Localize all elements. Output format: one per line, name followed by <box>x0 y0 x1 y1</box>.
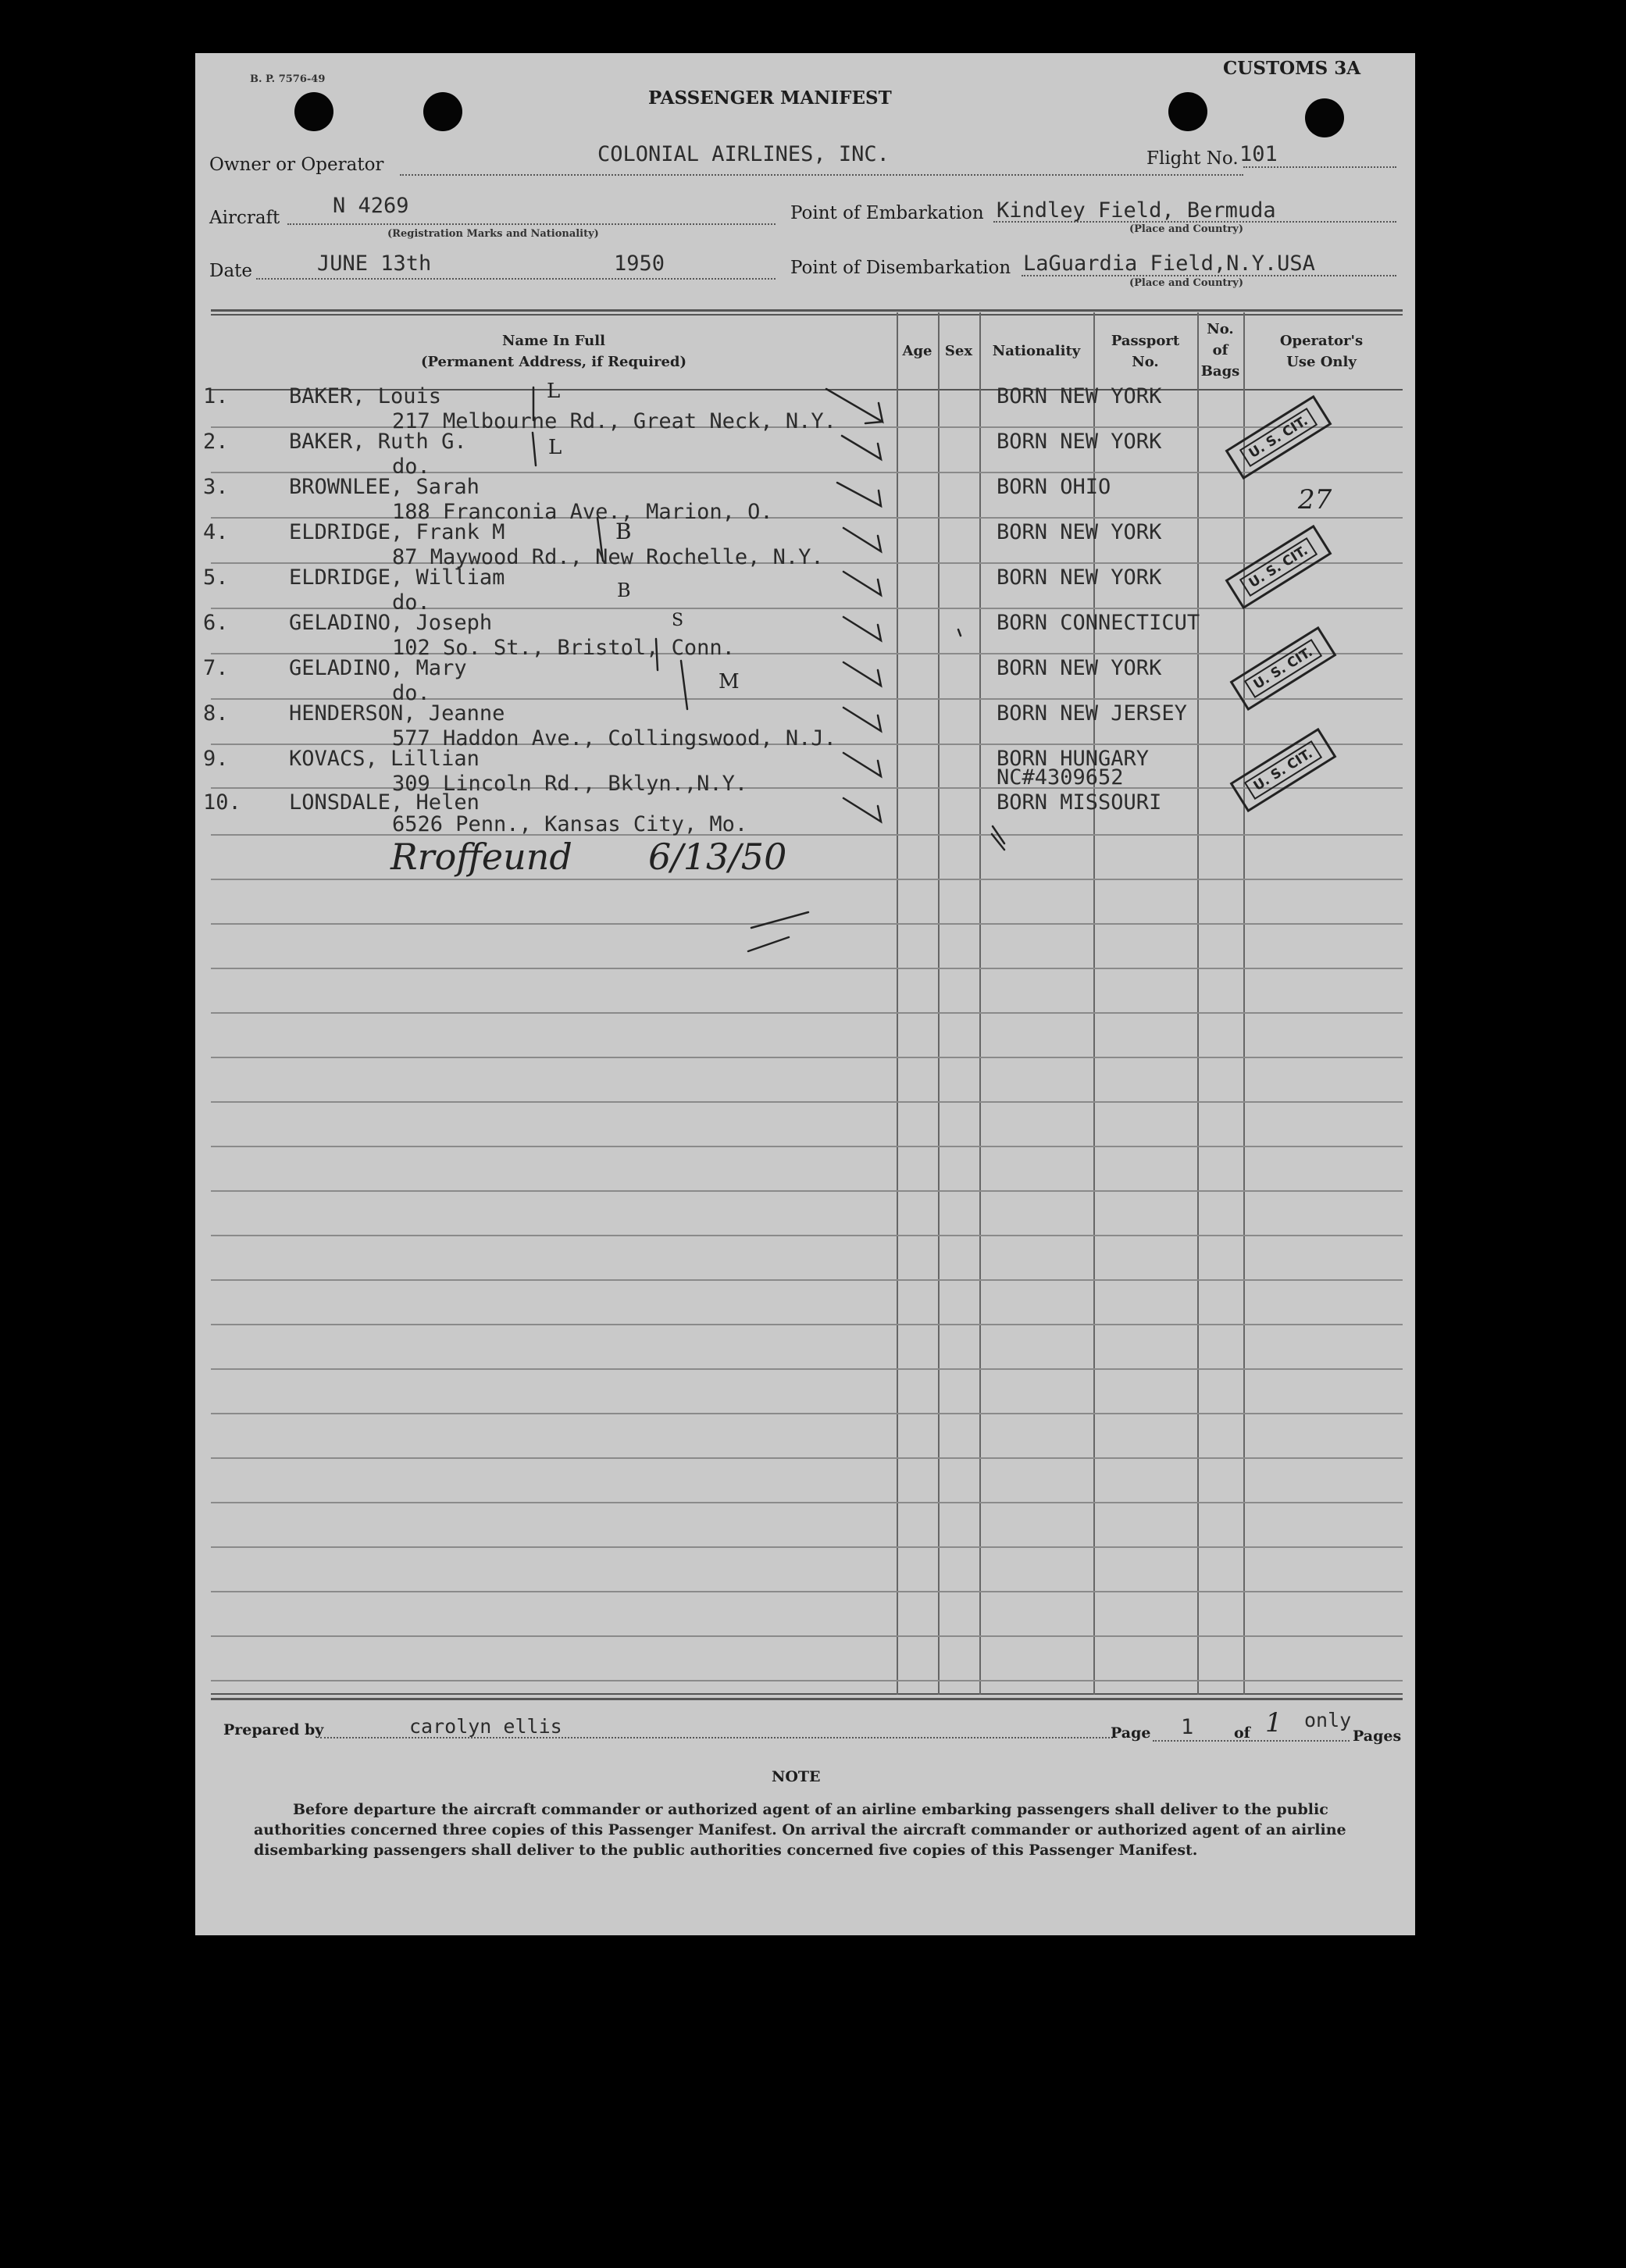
passenger-nationality: BORN NEW JERSEY <box>997 701 1187 726</box>
only-note: only <box>1304 1709 1352 1731</box>
passenger-nationality: BORN MISSOURI <box>997 790 1162 815</box>
passenger-number: 2. <box>203 430 229 454</box>
aircraft-label: Aircraft <box>209 208 280 228</box>
prepared-by-value: carolyn ellis <box>409 1715 562 1738</box>
handwritten-mark: B <box>615 519 632 544</box>
page-label: Page <box>1111 1724 1151 1742</box>
passenger-name: LONSDALE, Helen <box>289 790 480 815</box>
us-citizen-stamp: U. S. CIT. <box>1230 728 1337 812</box>
passenger-address: 102 So. St., Bristol, Conn. <box>392 636 735 660</box>
handwritten-mark: B <box>617 579 631 601</box>
passenger-number: 5. <box>203 565 229 590</box>
operator-column-header: Operator's <box>1279 333 1364 349</box>
form-code: B. P. 7576-49 <box>250 73 326 85</box>
passenger-address: 87 Maywood Rd., New Rochelle, N.Y. <box>392 545 824 569</box>
passenger-nationality: BORN NEW YORK <box>997 656 1162 680</box>
aircraft-sublabel: (Registration Marks and Nationality) <box>387 228 599 240</box>
bags-column-header-line3: Bags <box>1200 363 1240 380</box>
date-label: Date <box>209 261 253 281</box>
passenger-passport: NC#4309652 <box>997 765 1124 790</box>
passenger-address: do. <box>392 681 430 705</box>
us-citizen-stamp: U. S. CIT. <box>1230 626 1337 711</box>
note-title: NOTE <box>772 1768 821 1785</box>
aircraft-value: N 4269 <box>333 194 409 218</box>
passenger-number: 6. <box>203 611 229 635</box>
of-pages-value: 1 <box>1265 1707 1282 1738</box>
manifest-form <box>195 53 1415 1935</box>
pages-label: Pages <box>1353 1728 1402 1745</box>
passenger-number: 10. <box>203 790 241 815</box>
disembarkation-sublabel: (Place and Country) <box>1129 277 1243 289</box>
passenger-address: 6526 Penn., Kansas City, Mo. <box>392 812 748 836</box>
age-column-header: Age <box>902 343 932 359</box>
passenger-address: do. <box>392 455 430 479</box>
customs-form-number: CUSTOMS 3A <box>1223 58 1361 79</box>
note-text: Before departure the aircraft commander or authorized agent of an airline embarking passengers shall deliver to the public authorities concerned three copies of this Passenger Manifest. On arrival the aircraft commander or authorized agent of an airline disembarking passengers shall deliver to the public authorities concerned five copies of this Passenger Manifest. <box>254 1801 1346 1859</box>
flight-label: Flight No. <box>1146 148 1239 169</box>
passport-column-subheader: No. <box>1132 354 1159 370</box>
passenger-address: 309 Lincoln Rd., Bklyn.,N.Y. <box>392 772 748 796</box>
passenger-name: GELADINO, Mary <box>289 656 467 680</box>
passenger-address: do. <box>392 590 430 615</box>
passenger-address: 217 Melbourne Rd., Great Neck, N.Y. <box>392 409 836 433</box>
passenger-number: 3. <box>203 475 229 499</box>
us-citizen-stamp: U. S. CIT. <box>1225 525 1332 609</box>
passenger-address: 577 Haddon Ave., Collingswood, N.J. <box>392 726 836 751</box>
date-year-value: 1950 <box>614 251 665 276</box>
page-value: 1 <box>1181 1715 1194 1739</box>
handwritten-mark: M <box>719 670 740 694</box>
inspector-signature: Rroffeund <box>390 836 572 878</box>
name-column-header: Name In Full <box>502 333 605 349</box>
passport-column-header: Passport <box>1111 333 1180 349</box>
handwritten-mark: L <box>547 380 561 403</box>
flight-value: 101 <box>1239 142 1278 166</box>
bags-column-header-line2: of <box>1212 342 1228 358</box>
passenger-nationality: BORN CONNECTICUT <box>997 611 1200 635</box>
passenger-name: HENDERSON, Jeanne <box>289 701 505 726</box>
passenger-address: 188 Franconia Ave., Marion, O. <box>392 500 773 524</box>
passenger-number: 7. <box>203 656 229 680</box>
passenger-nationality: BORN OHIO <box>997 475 1111 499</box>
address-column-subheader: (Permanent Address, if Required) <box>420 354 687 370</box>
passenger-name: BAKER, Louis <box>289 384 442 408</box>
passenger-name: ELDRIDGE, Frank M <box>289 520 505 544</box>
passenger-nationality: BORN NEW YORK <box>997 430 1162 454</box>
date-day-value: JUNE 13th <box>317 251 432 276</box>
embarkation-label: Point of Embarkation <box>790 203 984 223</box>
sex-column-header: Sex <box>944 343 973 359</box>
passenger-nationality: BORN NEW YORK <box>997 565 1162 590</box>
passenger-name: BROWNLEE, Sarah <box>289 475 480 499</box>
disembarkation-value: LaGuardia Field,N.Y.USA <box>1023 251 1315 276</box>
embarkation-value: Kindley Field, Bermuda <box>997 198 1276 223</box>
prepared-by-label: Prepared by <box>223 1721 324 1738</box>
handwritten-mark: L <box>548 436 562 459</box>
handwritten-marks <box>195 53 1415 1935</box>
handwritten-mark: S <box>672 611 684 630</box>
operator-column-subheader: Use Only <box>1286 354 1357 370</box>
passenger-name: ELDRIDGE, William <box>289 565 505 590</box>
operator-number: 27 <box>1298 484 1332 515</box>
embarkation-sublabel: (Place and Country) <box>1129 223 1243 235</box>
nationality-column-header: Nationality <box>992 343 1081 359</box>
disembarkation-label: Point of Disembarkation <box>790 258 1011 278</box>
passenger-number: 8. <box>203 701 229 726</box>
passenger-number: 9. <box>203 747 229 771</box>
signature-date: 6/13/50 <box>648 836 787 878</box>
passenger-nationality: BORN NEW YORK <box>997 384 1162 408</box>
form-title: PASSENGER MANIFEST <box>648 87 892 109</box>
passenger-name: GELADINO, Joseph <box>289 611 493 635</box>
passenger-number: 1. <box>203 384 229 408</box>
us-citizen-stamp: U. S. CIT. <box>1225 395 1332 480</box>
passenger-nationality: BORN NEW YORK <box>997 520 1162 544</box>
owner-value: COLONIAL AIRLINES, INC. <box>597 142 890 166</box>
passenger-number: 4. <box>203 520 229 544</box>
passenger-nationality: BORN HUNGARY <box>997 747 1150 771</box>
of-label: of <box>1234 1724 1250 1742</box>
passenger-name: KOVACS, Lillian <box>289 747 480 771</box>
passenger-name: BAKER, Ruth G. <box>289 430 467 454</box>
bags-column-header-line1: No. <box>1207 321 1234 337</box>
owner-label: Owner or Operator <box>209 155 384 175</box>
